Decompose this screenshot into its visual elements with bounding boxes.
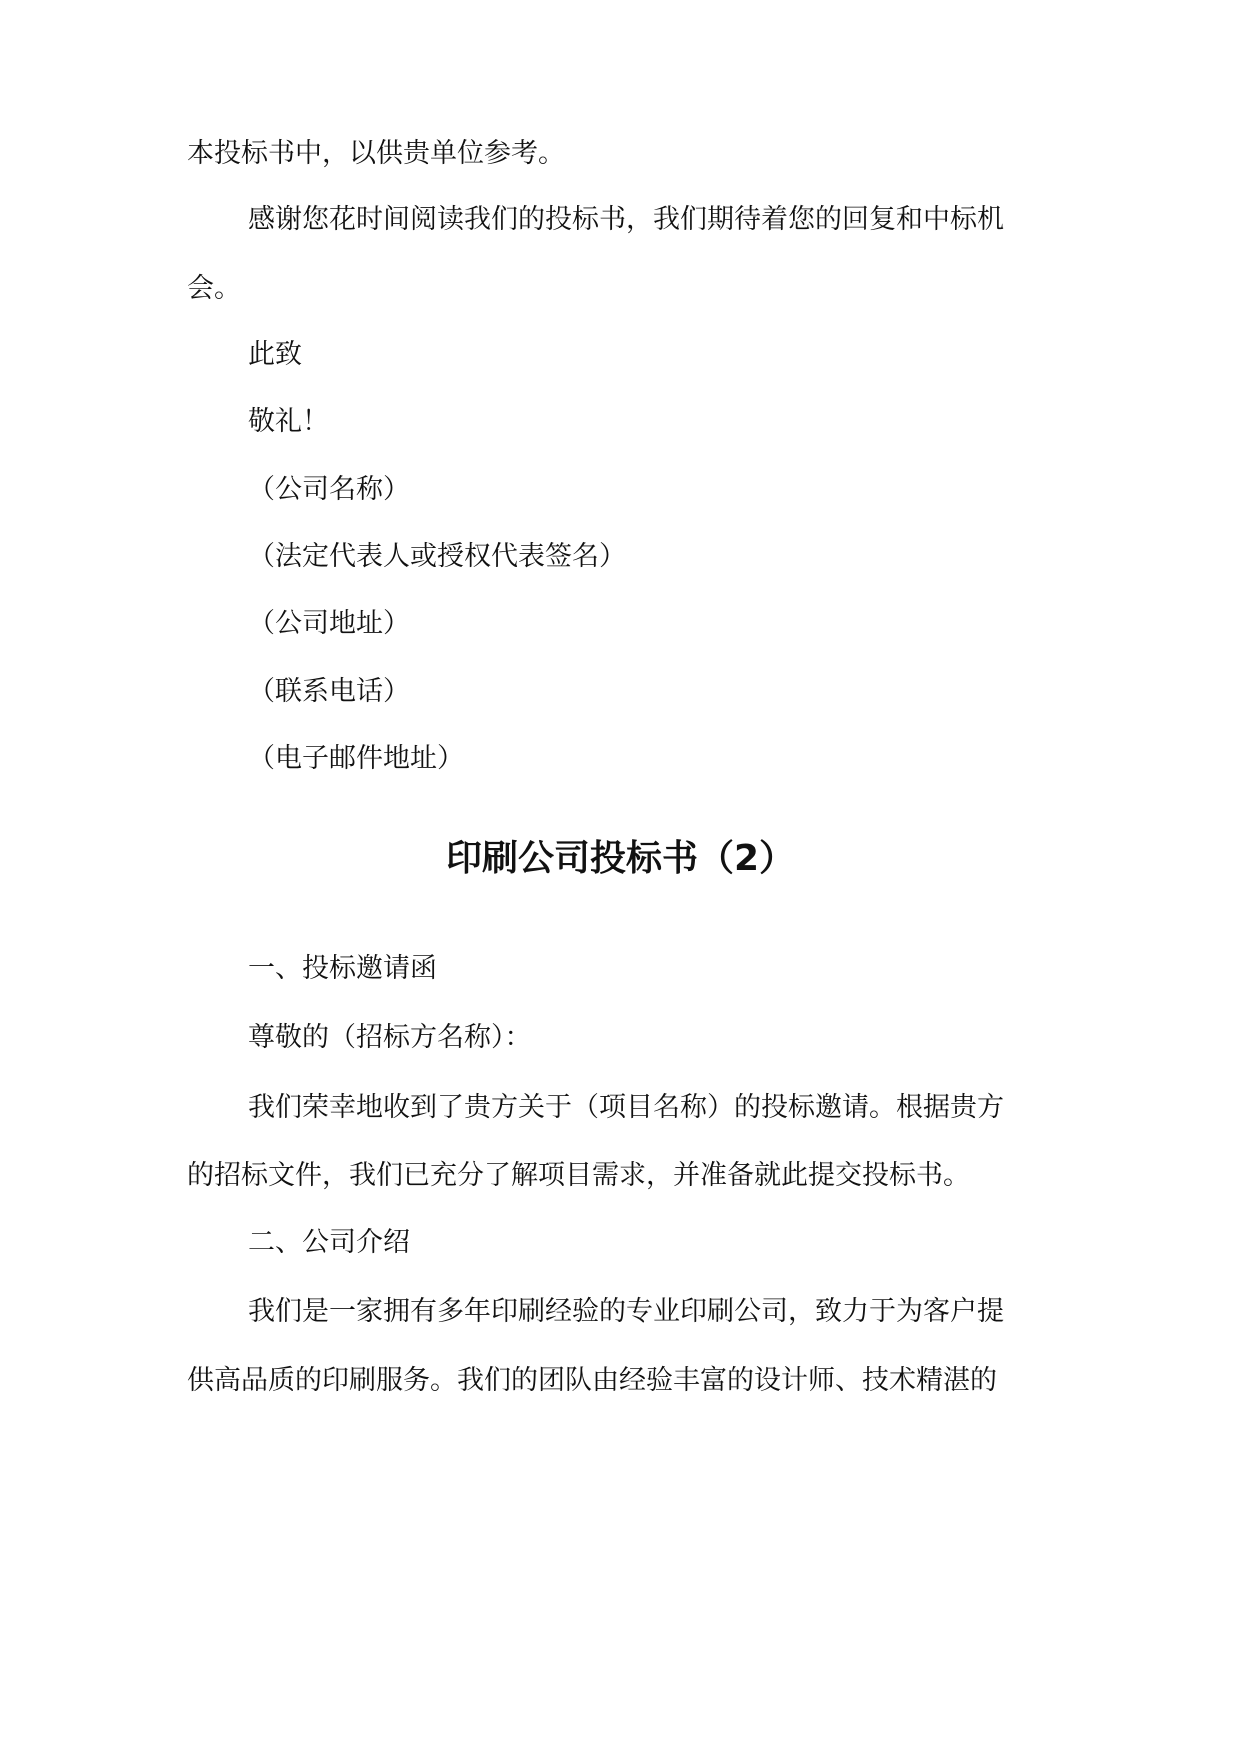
closing-line-2: 敬礼！	[248, 406, 329, 437]
thanks-paragraph-line-1: 感谢您花时间阅读我们的投标书，我们期待着您的回复和中标机	[248, 204, 1004, 235]
signature-email: （电子邮件地址）	[248, 743, 464, 774]
salutation: 尊敬的（招标方名称）：	[248, 1022, 532, 1053]
signature-representative: （法定代表人或授权代表签名）	[248, 541, 626, 572]
company-intro-line-1: 我们是一家拥有多年印刷经验的专业印刷公司，致力于为客户提	[248, 1296, 1004, 1327]
section-title: 印刷公司投标书（2）	[445, 838, 796, 879]
heading-invitation: 一、投标邀请函	[248, 953, 437, 984]
company-intro-line-2: 供高品质的印刷服务。我们的团队由经验丰富的设计师、技术精湛的	[187, 1365, 997, 1396]
signature-phone: （联系电话）	[248, 676, 410, 707]
thanks-paragraph-line-2: 会。	[187, 273, 241, 304]
invitation-paragraph-line-2: 的招标文件，我们已充分了解项目需求，并准备就此提交投标书。	[187, 1160, 970, 1191]
invitation-paragraph-line-1: 我们荣幸地收到了贵方关于（项目名称）的投标邀请。根据贵方	[248, 1092, 1004, 1123]
signature-company-name: （公司名称）	[248, 474, 410, 505]
signature-address: （公司地址）	[248, 608, 410, 639]
heading-company-intro: 二、公司介绍	[248, 1227, 410, 1258]
closing-line-1: 此致	[248, 339, 302, 370]
paragraph-continuation-line: 本投标书中，以供贵单位参考。	[187, 138, 565, 169]
